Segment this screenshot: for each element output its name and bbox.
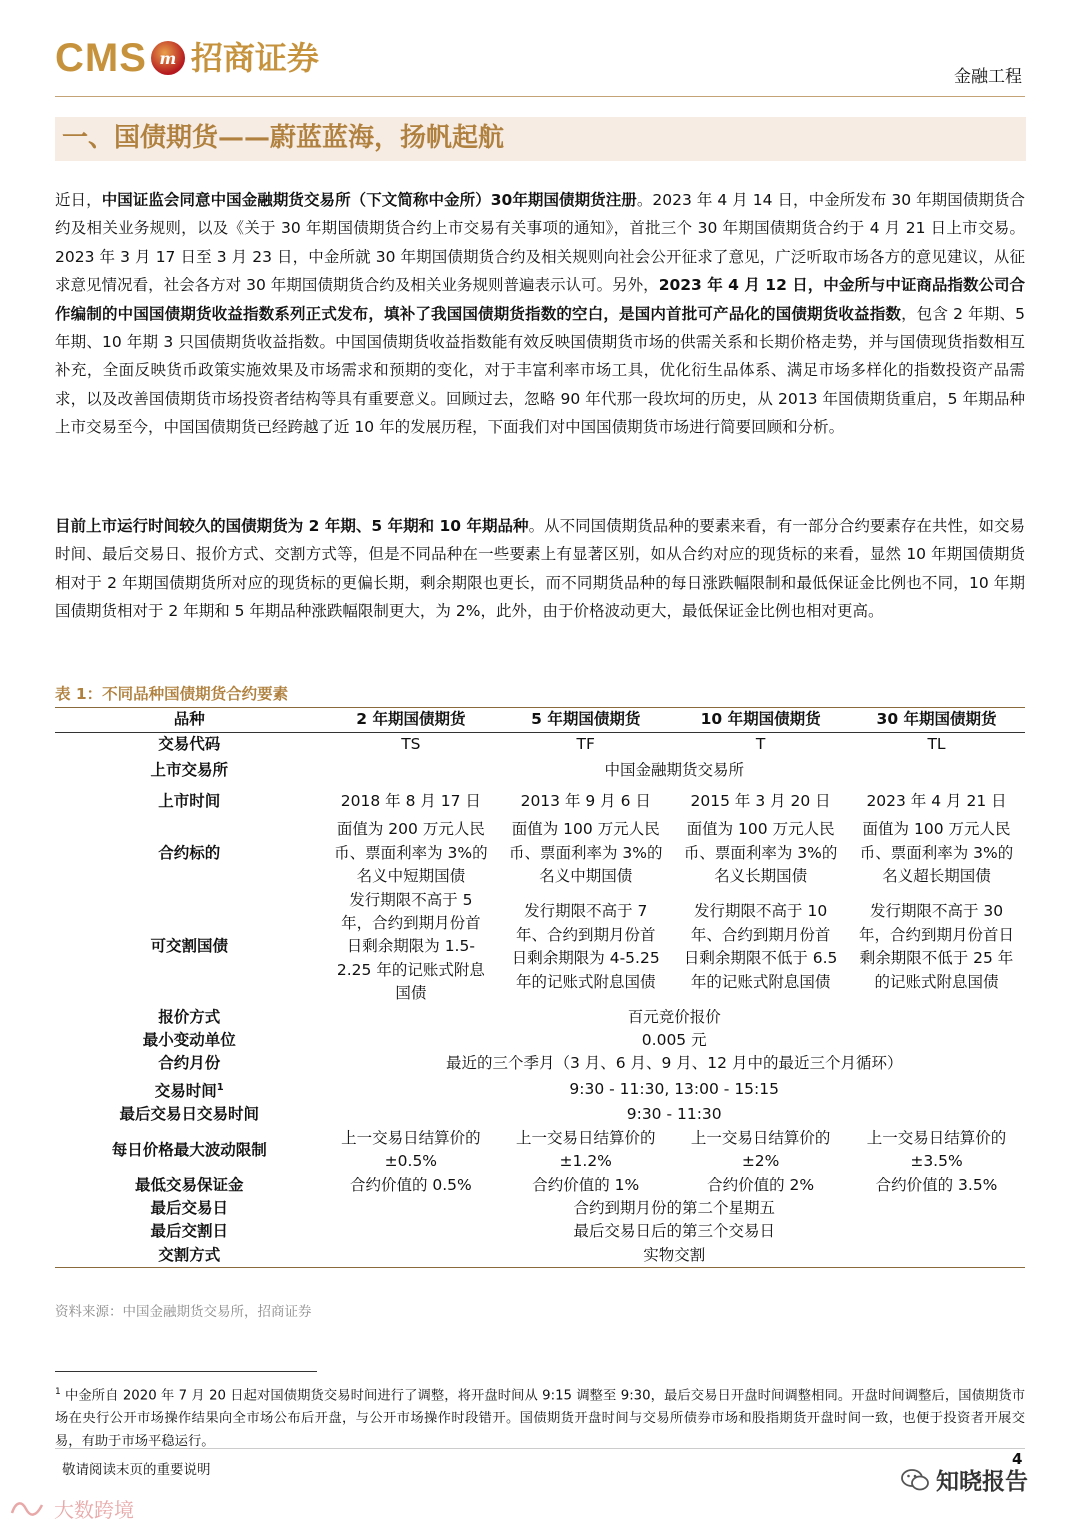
table-source: 资料来源：中国金融期货交易所，招商证券 xyxy=(55,1304,312,1320)
row-label: 上市时间 xyxy=(158,791,221,810)
table-row xyxy=(55,1006,1025,1029)
table-cell: 合约价值的 3.5% xyxy=(875,1175,998,1194)
table-cell: 面值为 100 万元人民币、票面利率为 3%的名义长期国债 xyxy=(683,820,838,886)
table-row xyxy=(55,889,1025,1006)
logo-chinese: 招商证券 xyxy=(190,39,319,77)
table-cell: 2015 年 3 月 20 日 xyxy=(690,791,831,810)
footnote-text: 中金所自 2020 年 7 月 20 日起对国债期货交易时间进行了调整，将开盘时间从 9:15 调整至 9:30，最后交易日开盘时间调整相同。开盘时间调整后，国债期货市场在央行公开市场操作结果向全市场公布后开盘，与公开市场操作时段错开。国债期货开盘时间与交易所债券市场和股指期货开盘时间一致，也便于投资者开展交易，有助于市场平稳运行。 xyxy=(55,1388,1025,1450)
p2-text-1: 。从不同国债期货品种的要素来看，有一部分合约要素存在共性，如交易时间、最后交易日、报价方式、交割方式等，但是不同品种在一些要素上有显著区别，如从合约对应的现货标的来看，显然 10 年期国债期货相对于 2 年期国债期货所对应的现货标的更偏长期，剩余期限也更长，而不同期货品种的每日涨跌幅限制和最低保证金比例也不同，10 年期国债期货相对于 2 年期和 5 年期品种涨跌幅限制更大，为 2%，此外，由于价格波动更大，最低保证金比例也相对更高。 xyxy=(55,517,1025,621)
table-row xyxy=(55,756,1025,784)
footnote-marker: 1 xyxy=(55,1387,61,1397)
table-cell: 0.005 元 xyxy=(641,1031,707,1050)
p1-bold-1: 中国证监会同意中国金融期货交易所（下文简称中金所）30年期国债期货注册 xyxy=(101,191,637,209)
header-cell: 30 年期国债期货 xyxy=(848,708,1025,733)
table-row xyxy=(55,1127,1025,1174)
row-label: 最后交易日交易时间 xyxy=(119,1105,259,1124)
row-label: 上市交易所 xyxy=(150,760,228,779)
row-label: 可交割国债 xyxy=(150,937,228,956)
row-label: 交易代码 xyxy=(158,735,221,753)
table-row xyxy=(55,1220,1025,1243)
table-cell: 合约到期月份的第二个星期五 xyxy=(573,1199,775,1218)
table-cell: 面值为 100 万元人民币、票面利率为 3%的名义中期国债 xyxy=(508,820,663,886)
table-cell: T xyxy=(755,735,766,753)
table-row xyxy=(55,1029,1025,1052)
table-cell: TF xyxy=(576,735,595,753)
header-cell: 5 年期国债期货 xyxy=(498,708,673,733)
row-label: 最后交割日 xyxy=(150,1222,228,1241)
table-cell: 发行期限不高于 7 年、合约到期月份首日剩余期限为 4-5.25 年的记账式附息国债 xyxy=(511,902,660,991)
page-number: 4 xyxy=(1012,1450,1023,1468)
footnote-divider xyxy=(55,1371,317,1372)
watermark-left-text: 大数跨境 xyxy=(54,1498,134,1522)
header-cell: 2 年期国债期货 xyxy=(323,708,498,733)
table-cell: 中国金融期货交易所 xyxy=(604,760,744,779)
footnote-ref: 1 xyxy=(216,1081,224,1093)
row-label: 合约标的 xyxy=(158,843,221,862)
table-row xyxy=(55,784,1025,818)
watermark-right xyxy=(900,1463,1028,1496)
table-row xyxy=(55,1244,1025,1268)
table-cell: 发行期限不高于 30 年，合约到期月份首日剩余期限不低于 25 年的记账式附息国债 xyxy=(859,902,1015,991)
table-cell: TS xyxy=(401,735,421,753)
table-cell: 面值为 200 万元人民币、票面利率为 3%的名义中短期国债 xyxy=(334,820,488,886)
table-cell: 2023 年 4 月 21 日 xyxy=(866,791,1007,810)
table-row xyxy=(55,1174,1025,1197)
table-cell: 2018 年 8 月 17 日 xyxy=(340,791,481,810)
report-category: 金融工程 xyxy=(954,67,1022,87)
row-label-text: 交易时间 xyxy=(154,1082,217,1101)
table-cell: 9:30 - 11:30 xyxy=(626,1105,722,1124)
table-row xyxy=(55,1103,1025,1126)
footnote xyxy=(55,1381,1025,1453)
table-cell: 最近的三个季月（3 月、6 月、9 月、12 月中的最近三个月循环） xyxy=(445,1054,903,1073)
table-cell: 实物交割 xyxy=(323,1244,1025,1268)
table-cell: 9:30 - 11:30, 13:00 - 15:15 xyxy=(569,1079,779,1098)
paragraph-comparison xyxy=(55,512,1025,626)
table-row xyxy=(55,733,1025,757)
p1-text-1: 近日， xyxy=(55,191,102,209)
table-cell: 发行期限不高于 5 年，合约到期月份首日剩余期限为 1.5-2.25 年的记账式附息国债 xyxy=(336,890,485,1003)
table-caption: 表 1：不同品种国债期货合约要素 xyxy=(55,685,289,703)
contract-elements-table xyxy=(55,708,1025,1268)
header-cell: 10 年期国债期货 xyxy=(673,708,848,733)
row-label: 最低交易保证金 xyxy=(134,1175,244,1194)
footer-divider xyxy=(55,1448,1025,1449)
cms-logo xyxy=(55,38,319,78)
row-label: 交割方式 xyxy=(55,1244,323,1268)
logo-badge-icon: m xyxy=(151,41,185,75)
table-cell: 上一交易日结算价的±3.5% xyxy=(866,1128,1007,1171)
table-cell: 合约价值的 0.5% xyxy=(349,1175,472,1194)
table-cell: 上一交易日结算价的±2% xyxy=(690,1128,831,1171)
logo-latin: CMS xyxy=(55,36,147,80)
watermark-right-text: 知晓报告 xyxy=(936,1469,1028,1495)
table-cell: 上一交易日结算价的±0.5% xyxy=(341,1128,481,1171)
p2-bold-1: 目前上市运行时间较久的国债期货为 2 年期、5 年期和 10 年期品种 xyxy=(55,517,529,535)
p1-bold-2: 2023 年 4 月 12 日，中金所与中证商品指数公司合作编制的中国国债期货收益指数系列正式发布，填补了我国国债期货指数的空白，是国内首批可产品化的国债期货收益指数 xyxy=(55,276,1025,323)
paragraph-intro xyxy=(55,186,1025,442)
table-row xyxy=(55,818,1025,888)
table-row xyxy=(55,1197,1025,1220)
header-divider xyxy=(55,96,1025,97)
header-cell: 品种 xyxy=(55,708,323,733)
table-cell: 发行期限不高于 10 年、合约到期月份首日剩余期限不低于 6.5 年的记账式附息国债 xyxy=(683,902,838,991)
section-title: 一、国债期货——蔚蓝蓝海，扬帆起航 xyxy=(62,123,505,153)
page-header xyxy=(0,0,1080,100)
watermark-left xyxy=(8,1494,134,1523)
table-cell: 合约价值的 2% xyxy=(707,1175,815,1194)
table-header-row xyxy=(55,708,1025,733)
brand-icon xyxy=(8,1499,48,1519)
table-row xyxy=(55,1052,1025,1075)
wechat-icon xyxy=(900,1468,930,1492)
table-cell: 最后交易日后的第三个交易日 xyxy=(573,1222,775,1241)
row-label: 最小变动单位 xyxy=(142,1031,236,1050)
row-label: 每日价格最大波动限制 xyxy=(111,1140,267,1159)
table-row xyxy=(55,1076,1025,1104)
row-label: 报价方式 xyxy=(158,1007,221,1026)
table-cell: 上一交易日结算价的±1.2% xyxy=(515,1128,656,1171)
row-label: 合约月份 xyxy=(158,1054,221,1073)
p1-text-3: ，包含 2 年期、5 年期、10 年期 3 只国债期货收益指数。中国国债期货收益指数能有效反映国债期货市场的供需关系和长期价格走势，并与国债现货指数相互补充，全面反映货币政策实施效果及市场需求和预期的变化，对于丰富利率市场工具，优化衍生品体系、满足市场多样化的指数投资产品需求，以及改善国债期货市场投资者结构等具有重要意义。回顾过去，忽略 90 年代那一段坎坷的历史，从 2013 年国债期货重启，5 年期品种上市交易至今，中国国债期货已经跨越了近 10 年的发展历程，下面我们对中国国债期货市场进行简要回顾和分析。 xyxy=(55,304,1025,437)
row-label xyxy=(55,1076,323,1104)
row-label: 最后交易日 xyxy=(150,1199,228,1218)
table-cell: 面值为 100 万元人民币、票面利率为 3%的名义超长期国债 xyxy=(859,820,1014,886)
p1-text-2: 。2023 年 4 月 14 日，中金所发布 30 年期国债期货合约及相关业务规则，以及《关于 30 年期国债期货合约上市交易有关事项的通知》，首批三个 30 年期国债期货合约于 4 月 21 日上市交易。2023 年 3 月 17 日至 3 月 23 日，中金所就 30 年期国债期货合约及相关规则向社会公开征求了意见，广泛听取市场各方的意见建议，从征求意见情况看，社会各方对 30 年期国债期货合约及相关业务规则普遍表示认可。另外， xyxy=(55,191,1025,295)
footer-disclaimer: 敬请阅读末页的重要说明 xyxy=(62,1462,211,1478)
table-cell: 合约价值的 1% xyxy=(532,1175,640,1194)
table-cell: TL xyxy=(927,735,946,753)
table-cell: 2013 年 9 月 6 日 xyxy=(520,791,651,810)
table-cell: 百元竞价报价 xyxy=(627,1007,721,1026)
